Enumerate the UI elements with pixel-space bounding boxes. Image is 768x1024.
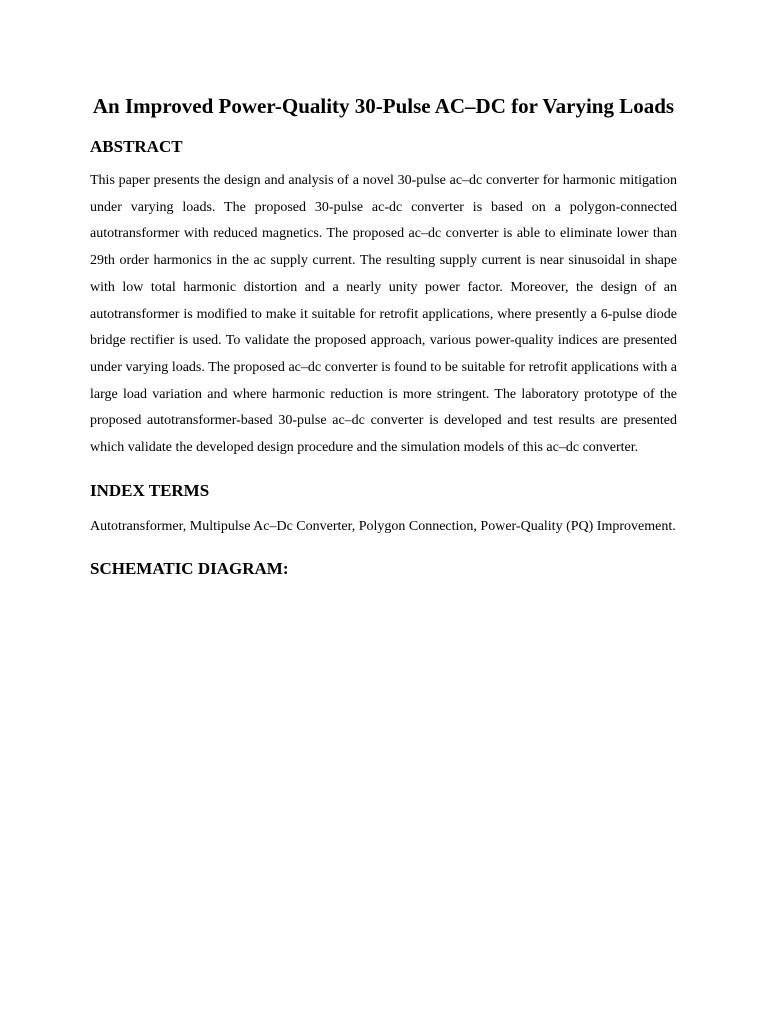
index-terms-heading: INDEX TERMS [90,480,210,500]
abstract-heading: ABSTRACT [90,137,183,156]
document-content [90,91,677,580]
abstract-text: This paper presents the design and analysis of a novel 30-pulse ac–dc converter for harmonic mitigation under varying loads. The proposed 30-pulse ac-dc converter is based on a polygon-connected autotransformer with reduced magnetics. The proposed ac–dc converter is able to eliminate lower than 29th order harmonics in the ac supply current. The resulting supply current is near sinusoidal in shape with low total harmonic distortion and a nearly unity power factor. Moreover, the design of an autotransformer is modified to make it suitable for retrofit applications, where presently a 6-pulse diode bridge rectifier is used. To validate the proposed approach, various power-quality indices are presented under varying loads. The proposed ac–dc converter is found to be suitable for retrofit applications with a large load variation and where harmonic reduction is more stringent. The laboratory prototype of the proposed autotransformer-based 30-pulse ac–dc converter is developed and test results are presented which validate the developed design procedure and the simulation models of this ac–dc converter. [90,173,677,456]
paper-title: An Improved Power-Quality 30-Pulse AC–DC for Varying Loads [92,94,675,118]
index-terms-text: Autotransformer, Multipulse Ac–Dc Converter, Polygon Connection, Power-Quality (PQ) Improvement. [90,518,676,534]
schematic-diagram-heading: SCHEMATIC DIAGRAM: [90,559,289,579]
